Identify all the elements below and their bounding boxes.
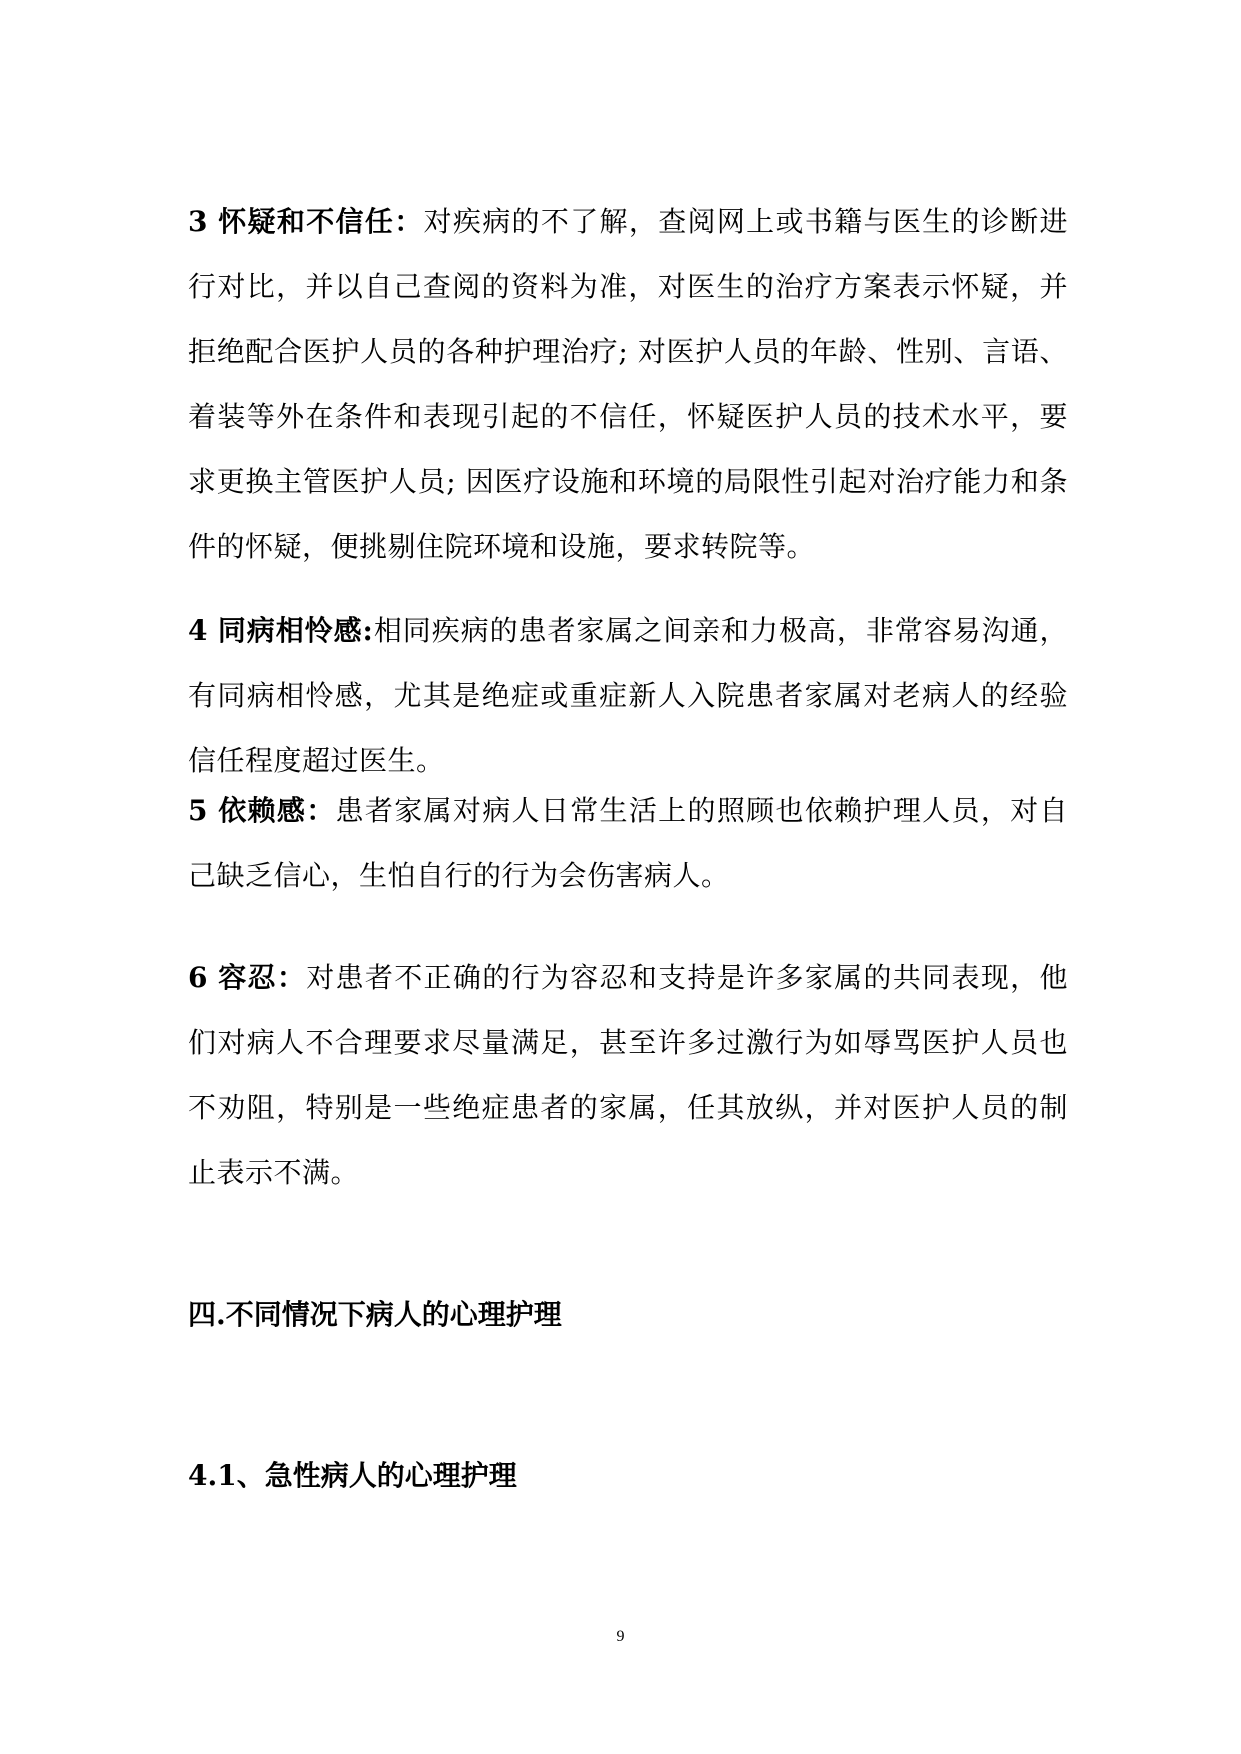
paragraph-number: 4: [188, 614, 208, 647]
paragraph-sympathy: [188, 598, 1068, 793]
paragraph-body: 对疾病的不了解，查阅网上或书籍与医生的诊断进行对比，并以自己查阅的资料为准，对医生的治疗方案表示怀疑，并拒绝配合医护人员的各种护理治疗; 对医护人员的年龄、性别、言语、着装等外在条件和表现引起的不信任，怀疑医护人员的技术水平，要求更换主管医护人员; 因医疗设施和环境的局限性引起对治疗能力和条件的怀疑，便挑剔住院环境和设施，要求转院等。: [188, 205, 1068, 563]
paragraph-title: 怀疑和不信任：: [218, 205, 424, 238]
paragraph-title: 同病相怜感:: [217, 614, 374, 647]
paragraph-title: 依赖感：: [218, 794, 336, 827]
paragraph-title: 容忍：: [218, 961, 307, 994]
paragraph-doubt-distrust: [188, 189, 1068, 579]
paragraph-number: 6: [188, 961, 208, 994]
paragraph-body: 对患者不正确的行为容忍和支持是许多家属的共同表现，他们对病人不合理要求尽量满足，甚至许多过激行为如辱骂医护人员也不劝阻，特别是一些绝症患者的家属，任其放纵，并对医护人员的制止表示不满。: [188, 961, 1068, 1189]
page-number: 9: [616, 1628, 625, 1645]
paragraph-body: 相同疾病的患者家属之间亲和力极高，非常容易沟通，有同病相怜感，尤其是绝症或重症新人入院患者家属对老病人的经验信任程度超过医生。: [188, 614, 1068, 777]
paragraph-tolerance: [188, 945, 1068, 1205]
paragraph-number: 5: [188, 794, 208, 827]
paragraph-number: 3: [188, 205, 208, 238]
paragraph-dependence: [188, 778, 1068, 908]
subsection-heading: 4.1、急性病人的心理护理: [188, 1459, 517, 1492]
section-heading: 四.不同情况下病人的心理护理: [188, 1298, 562, 1331]
paragraph-body: 患者家属对病人日常生活上的照顾也依赖护理人员，对自己缺乏信心，生怕自行的行为会伤害病人。: [188, 794, 1068, 892]
